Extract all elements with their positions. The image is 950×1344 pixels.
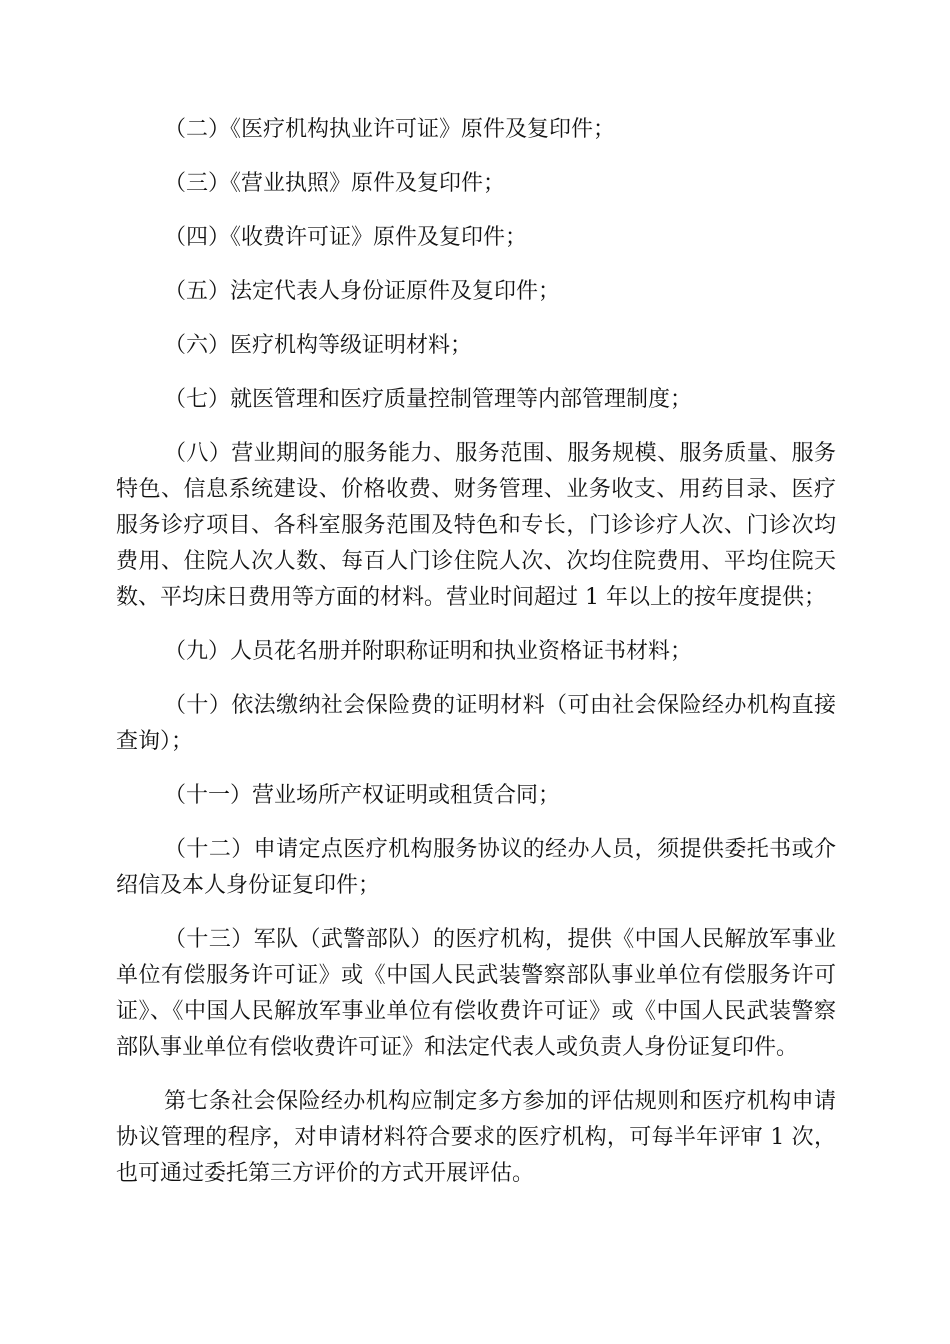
paragraph-item-12: （十二）申请定点医疗机构服务协议的经办人员，须提供委托书或介绍信及本人身份证复印件； [116, 837, 836, 898]
paragraph-item-8: （八）营业期间的服务能力、服务范围、服务规模、服务质量、服务特色、信息系统建设、价格收费、财务管理、业务收支、用药目录、医疗服务诊疗项目、各科室服务范围及特色和专长，门诊诊疗人次、门诊次均费用、住院人次人数、每百人门诊住院人次、次均住院费用、平均住院天数、平均床日费用等方面的材料。营业时间超过 1 年以上的按年度提供； [116, 441, 836, 610]
paragraph-item-6: （六）医疗机构等级证明材料； [164, 333, 473, 358]
paragraph-item-3: （三）《营业执照》原件及复印件； [164, 171, 506, 196]
paragraph-item-2: （二）《医疗机构执业许可证》原件及复印件； [164, 117, 616, 142]
paragraph-item-9: （九）人员花名册并附职称证明和执业资格证书材料； [164, 639, 693, 664]
paragraph-item-11: （十一）营业场所产权证明或租赁合同； [164, 783, 561, 808]
article-7-paragraph: 第七条社会保险经办机构应制定多方参加的评估规则和医疗机构申请协议管理的程序，对申请材料符合要求的医疗机构，可每半年评审 1 次，也可通过委托第三方评价的方式开展评估。 [116, 1089, 836, 1186]
paragraph-item-4: （四）《收费许可证》原件及复印件； [164, 225, 528, 250]
document-body [116, 112, 836, 1210]
paragraph-item-7: （七）就医管理和医疗质量控制管理等内部管理制度； [164, 387, 693, 412]
paragraph-item-5: （五）法定代表人身份证原件及复印件； [164, 279, 561, 304]
paragraph-item-13: （十三）军队（武警部队）的医疗机构，提供《中国人民解放军事业单位有偿服务许可证》或《中国人民武装警察部队事业单位有偿服务许可证》、《中国人民解放军事业单位有偿收费许可证》或《中国人民武装警察部队事业单位有偿收费许可证》和法定代表人或负责人身份证复印件。 [116, 927, 836, 1060]
paragraph-item-10: （十）依法缴纳社会保险费的证明材料（可由社会保险经办机构直接查询）； [116, 693, 836, 754]
